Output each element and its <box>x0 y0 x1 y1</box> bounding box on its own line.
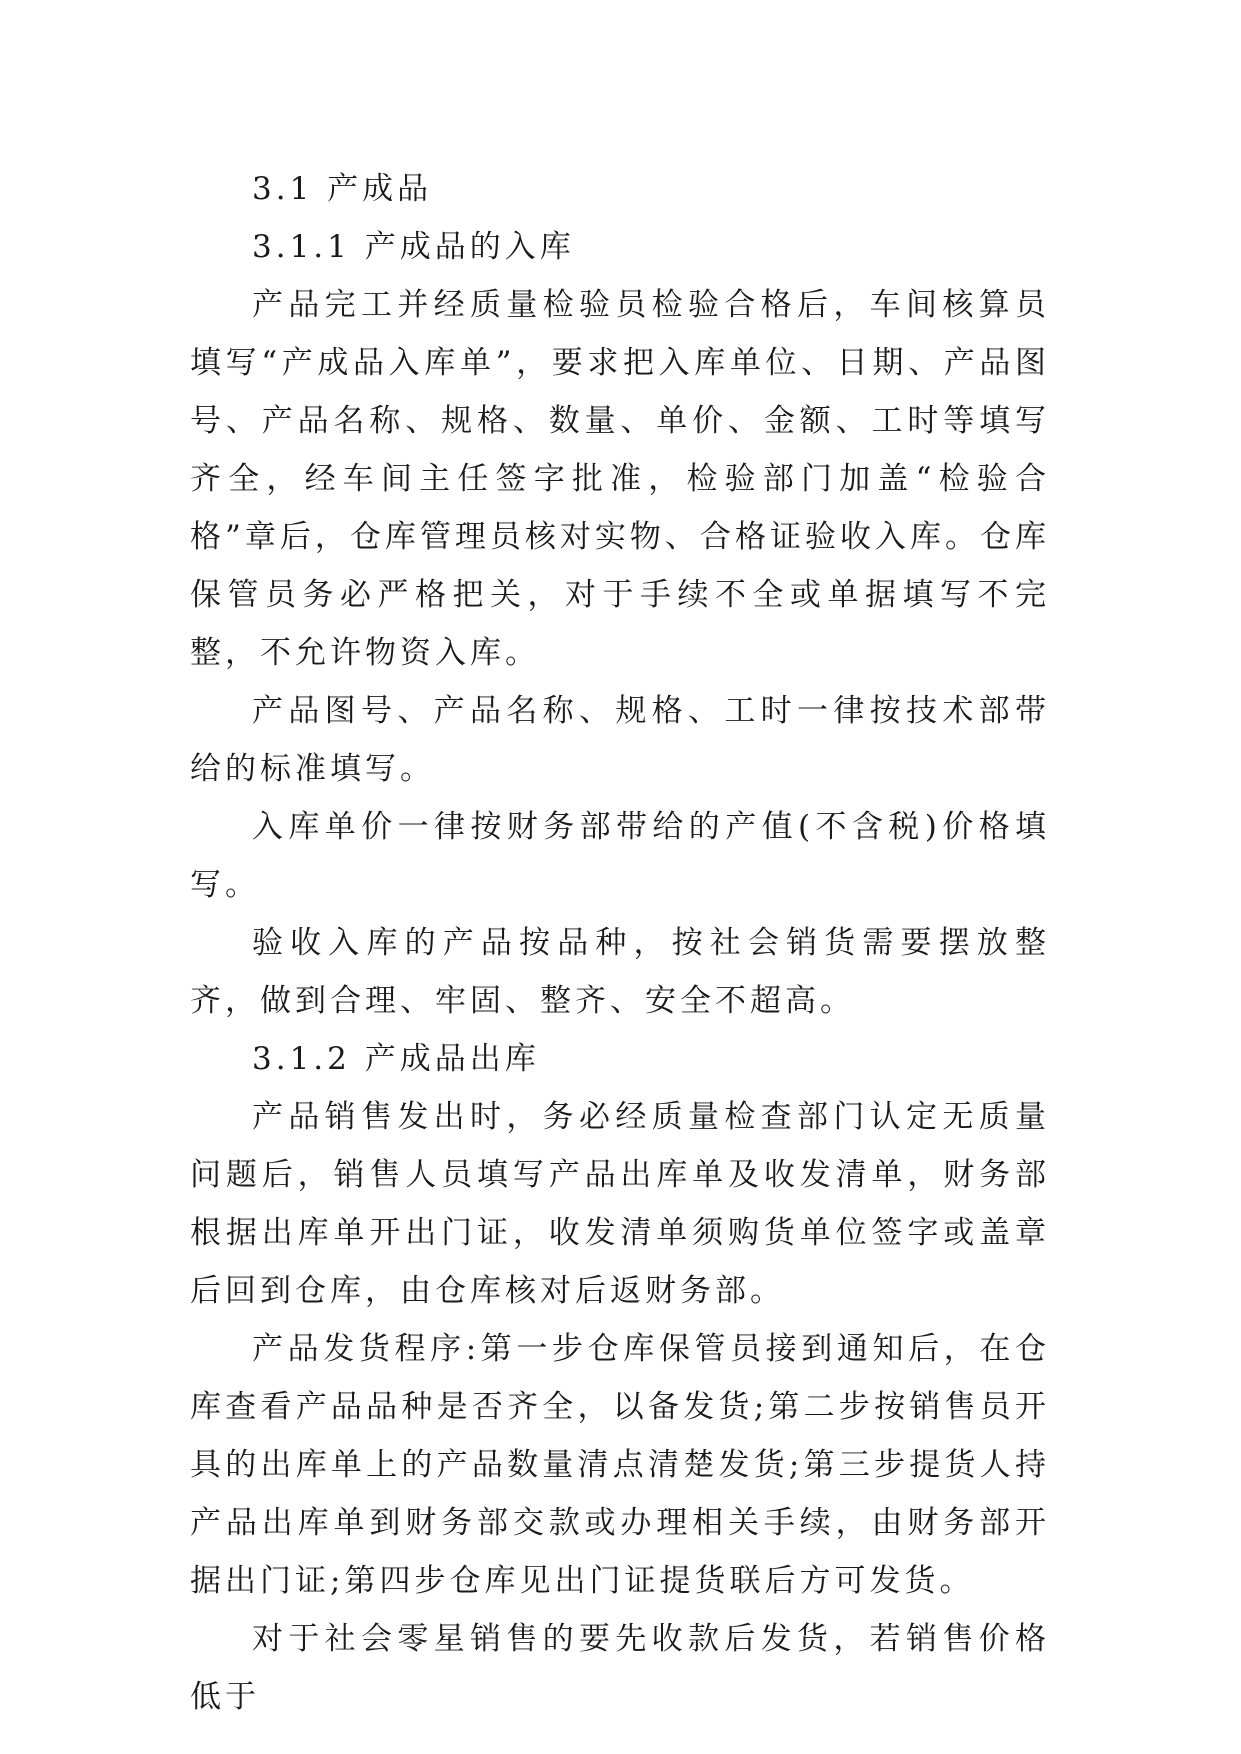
paragraph-outbound-procedure: 产品销售发出时，务必经质量检查部门认定无质量问题后，销售人员填写产品出库单及收发清单，财务部根据出库单开出门证，收发清单须购货单位签字或盖章后回到仓库，由仓库核对后返财务部。 <box>190 1099 1050 1309</box>
paragraph-shipping-steps: 产品发货程序:第一步仓库保管员接到通知后，在仓库查看产品品种是否齐全，以备发货;第二步按销售员开具的出库单上的产品数量清点清楚发货;第三步提货人持产品出库单到财务部交款或办理相关手续，由财务部开据出门证;第四步仓库见出门证提货联后方可发货。 <box>190 1331 1050 1599</box>
document-body <box>190 160 1050 1726</box>
paragraph-inbound-price: 入库单价一律按财务部带给的产值(不含税)价格填写。 <box>190 809 1050 903</box>
section-heading-3-1-1: 3.1.1 产成品的入库 <box>252 229 575 265</box>
section-heading-3-1-2: 3.1.2 产成品出库 <box>252 1041 540 1077</box>
paragraph-inbound-procedure: 产品完工并经质量检验员检验合格后，车间核算员填写“产成品入库单”，要求把入库单位、日期、产品图号、产品名称、规格、数量、单价、金额、工时等填写齐全，经车间主任签字批准，检验部门加盖“检验合格”章后，仓库管理员核对实物、合格证验收入库。仓库保管员务必严格把关，对于手续不全或单据填写不完整，不允许物资入库。 <box>190 287 1050 671</box>
section-heading-3-1: 3.1 产成品 <box>252 171 433 207</box>
paragraph-retail-sales: 对于社会零星销售的要先收款后发货，若销售价格低于 <box>190 1621 1050 1715</box>
paragraph-fill-standard: 产品图号、产品名称、规格、工时一律按技术部带给的标准填写。 <box>190 693 1050 787</box>
paragraph-storage-arrangement: 验收入库的产品按品种，按社会销货需要摆放整齐，做到合理、牢固、整齐、安全不超高。 <box>190 925 1050 1019</box>
